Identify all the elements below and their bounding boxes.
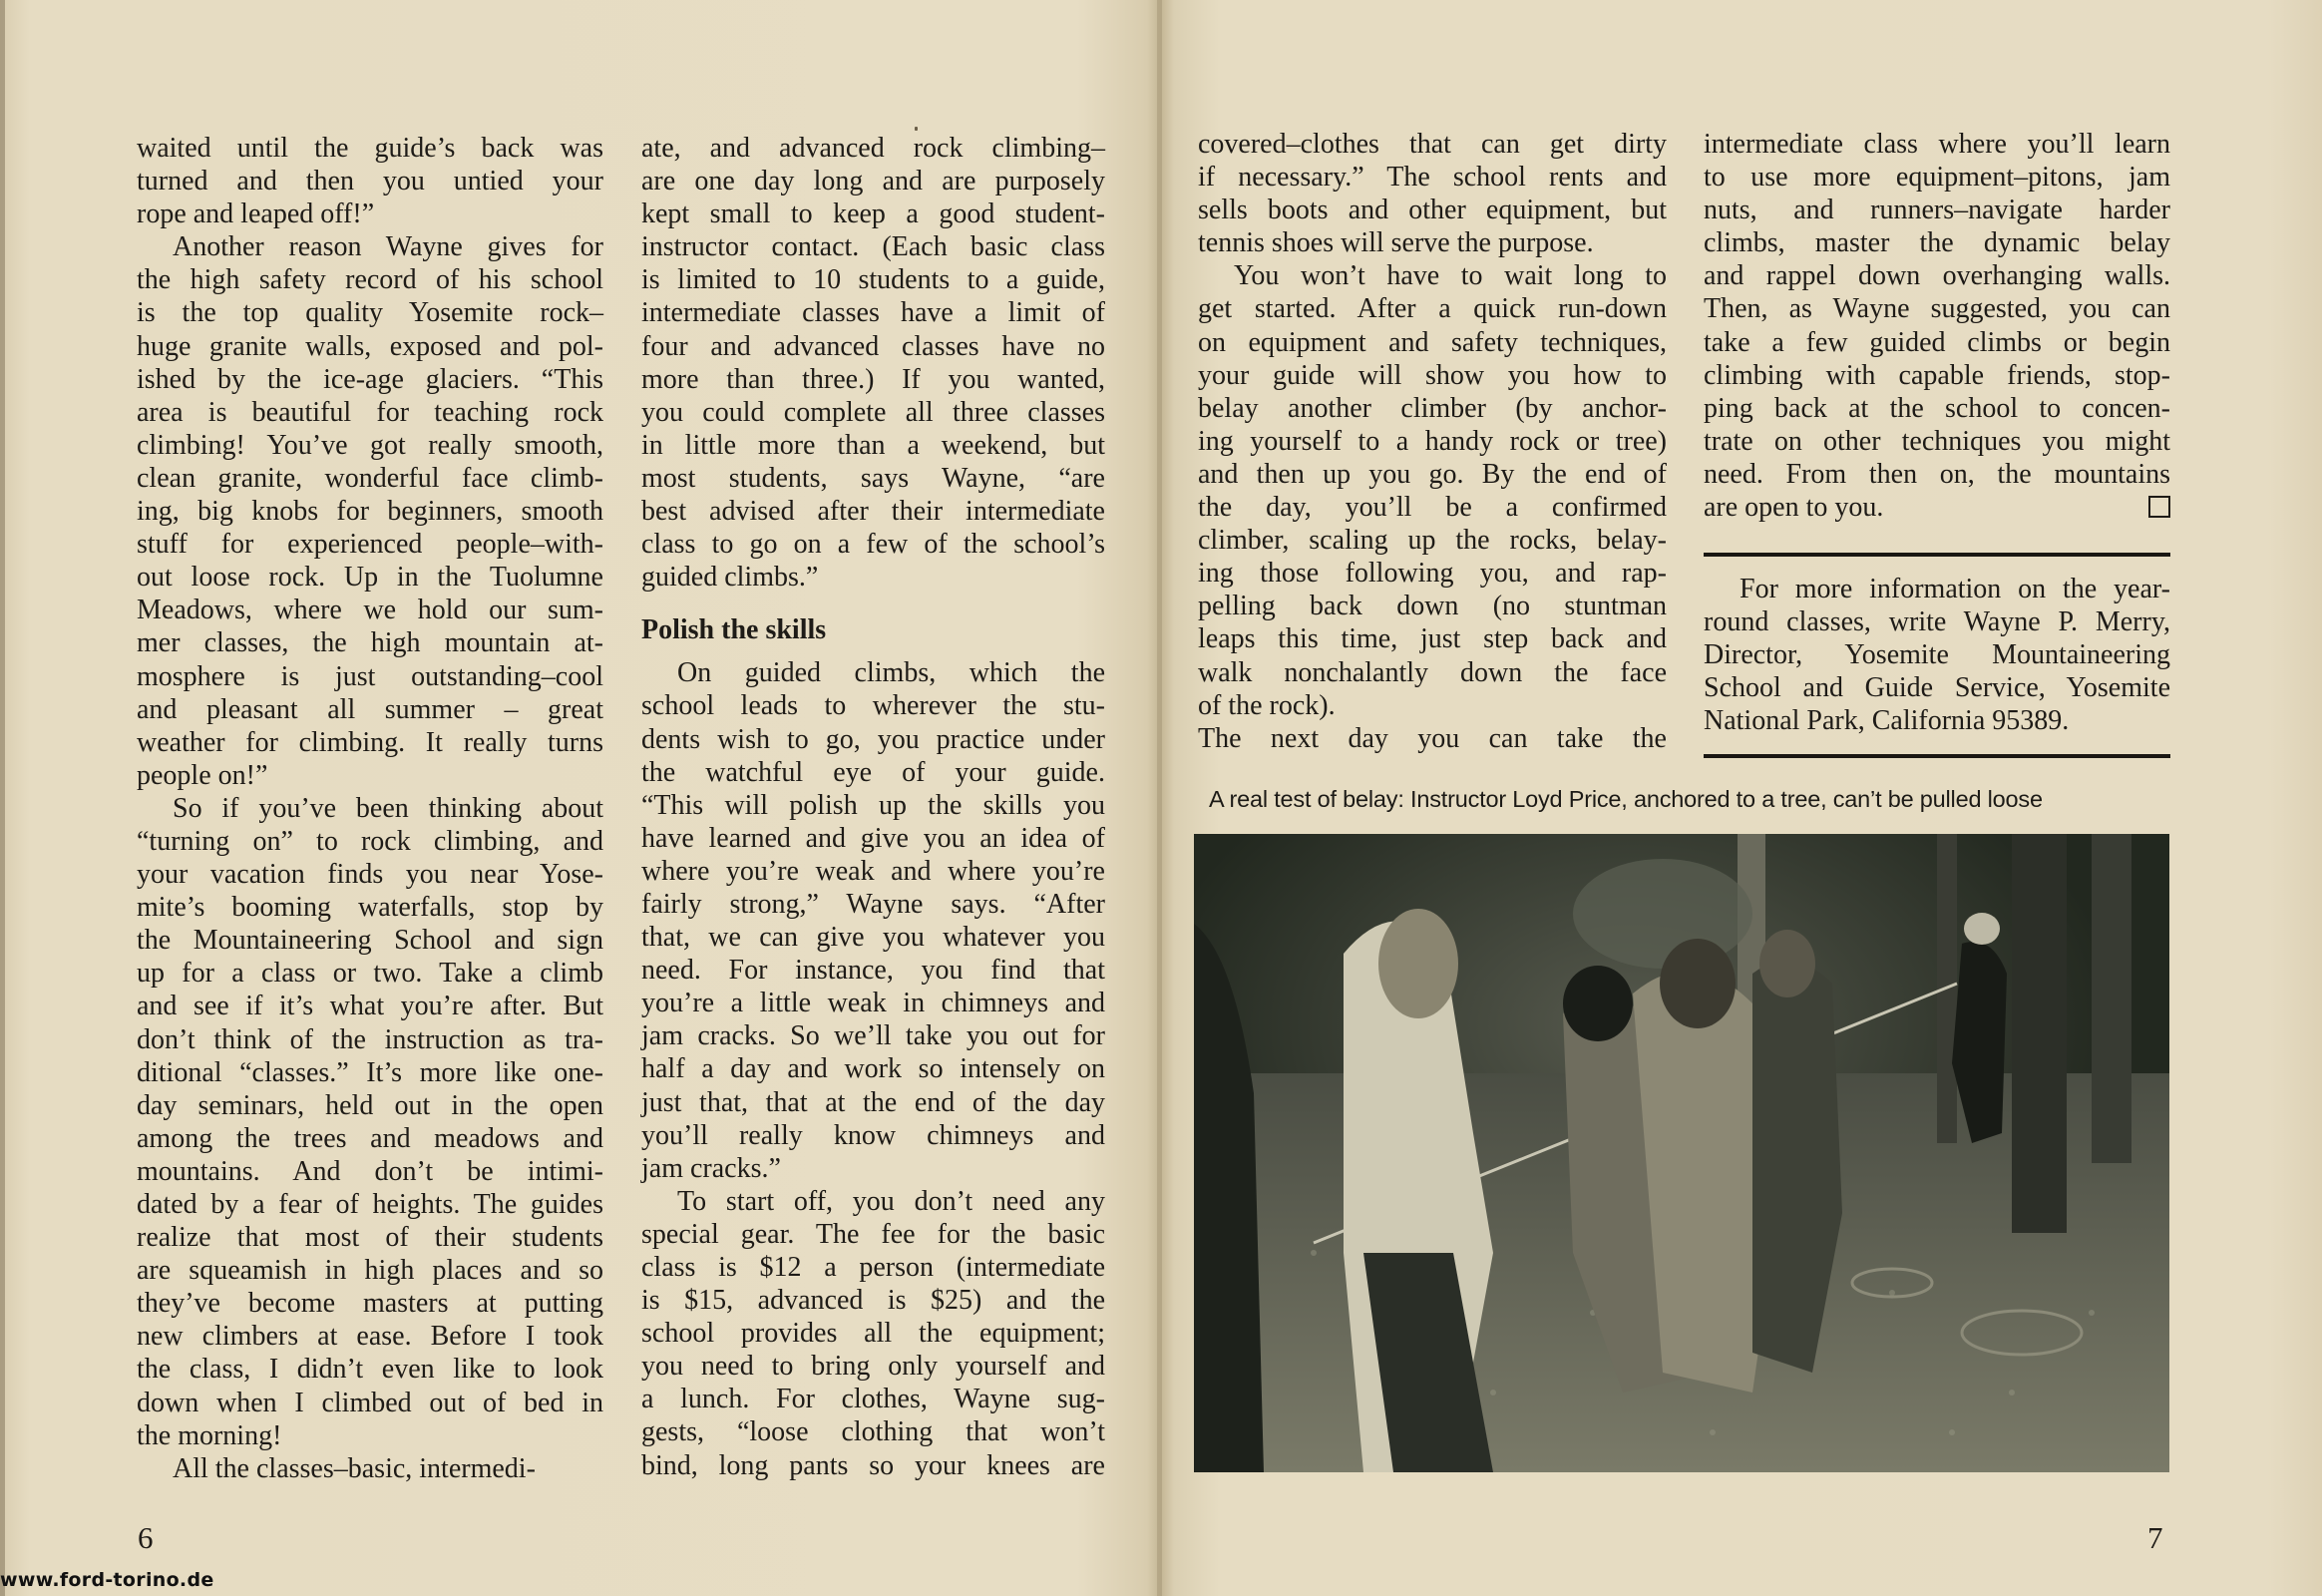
- text-line: climbs, master the dynamic belay: [1704, 227, 2170, 259]
- text-line: mite’s booming waterfalls, stop by: [137, 892, 603, 924]
- text-line: day seminars, held out in the open: [137, 1089, 603, 1121]
- text-line: intermediate classes have a limit of: [641, 297, 1105, 329]
- text-line: if necessary.” The school rents and: [1198, 162, 1667, 194]
- text-line: your guide will show you how to: [1198, 359, 1667, 391]
- text-line: intermediate class where you’ll learn: [1704, 129, 2170, 160]
- text-line: to use more equipment–pitons, jam: [1704, 162, 2170, 194]
- text-line: clean granite, wonderful face climb-: [137, 462, 603, 494]
- text-line: and pleasant all summer – great: [137, 693, 603, 725]
- text-line: that, we can give you whatever you: [641, 922, 1105, 954]
- article-column-2: [641, 132, 1105, 1482]
- text-line: realize that most of their students: [137, 1222, 603, 1254]
- text-line: The next day you can take the: [1198, 722, 1667, 754]
- text-line: of the rock).: [1198, 689, 1336, 721]
- text-line: You won’t have to wait long to: [1234, 260, 1667, 292]
- text-line: the class, I didn’t even like to look: [137, 1354, 603, 1386]
- text-line: weather for climbing. It really turns: [137, 726, 603, 758]
- text-line: Meadows, where we hold our sum-: [137, 595, 603, 626]
- text-line: among the trees and meadows and: [137, 1122, 603, 1154]
- text-line: mer classes, the high mountain at-: [137, 627, 603, 659]
- text-line: jam cracks.”: [641, 1152, 781, 1184]
- text-line: you’re a little weak in chimneys and: [641, 988, 1105, 1019]
- text-line: and rappel down overhanging walls.: [1704, 260, 2170, 292]
- text-line: stuff for experienced people–with-: [137, 529, 603, 561]
- text-line: turned and then you untied your: [137, 166, 603, 198]
- page-number-left: 6: [138, 1520, 154, 1555]
- text-line: huge granite walls, exposed and pol-: [137, 330, 603, 362]
- text-line: trate on other techniques you might: [1704, 425, 2170, 457]
- print-speck: [915, 127, 918, 131]
- text-line: round classes, write Wayne P. Merry,: [1704, 606, 2170, 638]
- text-line: ditional “classes.” It’s more like one-: [137, 1056, 603, 1088]
- text-line: class is $12 a person (intermediate: [641, 1252, 1105, 1283]
- text-line: dents wish to go, you practice under: [641, 723, 1105, 755]
- text-line: get started. After a quick run-down: [1198, 293, 1667, 325]
- divider-rule-top: [1704, 553, 2170, 557]
- text-line: jam cracks. So we’ll take you out for: [641, 1020, 1105, 1052]
- text-line: So if you’ve been thinking about: [173, 792, 603, 824]
- text-line: the day, you’ll be a confirmed: [1198, 492, 1667, 524]
- text-line: up for a class or two. Take a climb: [137, 958, 603, 990]
- text-line: guided climbs.”: [641, 562, 819, 594]
- text-line: “turning on” to rock climbing, and: [137, 825, 603, 857]
- text-line: special gear. The fee for the basic: [641, 1218, 1105, 1250]
- text-line: waited until the guide’s back was: [137, 133, 603, 164]
- text-line: climbing! You’ve got really smooth,: [137, 429, 603, 461]
- text-line: rope and leaped off!”: [137, 199, 375, 230]
- text-line: and see if it’s what you’re after. But: [137, 991, 603, 1022]
- text-line: the high safety record of his school: [137, 264, 603, 296]
- text-line: four and advanced classes have no: [641, 330, 1105, 362]
- text-line: you need to bring only yourself and: [641, 1351, 1105, 1383]
- text-line: down when I climbed out of bed in: [137, 1387, 603, 1418]
- text-line: school provides all the equipment;: [641, 1318, 1105, 1350]
- text-line: half a day and work so intensely on: [641, 1053, 1105, 1085]
- page-number-right: 7: [2147, 1520, 2163, 1555]
- text-line: have learned and give you an idea of: [641, 822, 1105, 854]
- end-of-article-icon: [2148, 496, 2170, 518]
- text-line: tennis shoes will serve the purpose.: [1198, 227, 1594, 259]
- photo-image: [1194, 834, 2169, 1472]
- book-gutter: [1157, 0, 1162, 1596]
- text-line: you could complete all three classes: [641, 396, 1105, 428]
- text-line: mountains. And don’t be intimi-: [137, 1155, 603, 1187]
- text-line: To start off, you don’t need any: [677, 1185, 1105, 1217]
- text-line: ing, big knobs for beginners, smooth: [137, 496, 603, 528]
- text-line: gests, “loose clothing that won’t: [641, 1416, 1105, 1448]
- text-line: is the top quality Yosemite rock–: [137, 297, 603, 329]
- text-line: don’t think of the instruction as tra-: [137, 1023, 603, 1055]
- text-line: kept small to keep a good student-: [641, 199, 1105, 230]
- text-line: pelling back down (no stuntman: [1198, 591, 1667, 622]
- text-line: climbing with capable friends, stop-: [1704, 359, 2170, 391]
- text-line: where you’re weak and where you’re: [641, 855, 1105, 887]
- photo-caption: A real test of belay: Instructor Loyd Price, anchored to a tree, can’t be pulled loose: [1209, 786, 2043, 812]
- text-line: “This will polish up the skills you: [641, 789, 1105, 821]
- text-line: and then up you go. By the end of: [1198, 458, 1667, 490]
- text-line: best advised after their intermediate: [641, 496, 1105, 528]
- text-line: Then, as Wayne suggested, you can: [1704, 293, 2170, 325]
- text-line: ping back at the school to concen-: [1704, 392, 2170, 424]
- text-line: you’ll really know chimneys and: [641, 1119, 1105, 1151]
- text-line: fairly strong,” Wayne says. “After: [641, 888, 1105, 920]
- text-line: ing those following you, and rap-: [1198, 558, 1667, 590]
- watermark: www.ford-torino.de: [0, 1569, 214, 1591]
- text-line: climber, scaling up the rocks, belay-: [1198, 525, 1667, 557]
- text-line: belay another climber (by anchor-: [1198, 392, 1667, 424]
- text-line: they’ve become masters at putting: [137, 1288, 603, 1320]
- text-line: in little more than a weekend, but: [641, 429, 1105, 461]
- info-box: [1704, 573, 2170, 737]
- text-line: ished by the ice-age glaciers. “This: [137, 363, 603, 395]
- article-column-4: [1704, 128, 2170, 524]
- text-line: school leads to wherever the stu-: [641, 690, 1105, 722]
- text-line: School and Guide Service, Yosemite: [1704, 672, 2170, 704]
- page-edge-shadow: [0, 0, 5, 1596]
- text-line: sells boots and other equipment, but: [1198, 195, 1667, 226]
- text-line: need. For instance, you find that: [641, 955, 1105, 987]
- text-line: out loose rock. Up in the Tuolumne: [137, 562, 603, 594]
- text-line: mosphere is just outstanding–cool: [137, 660, 603, 692]
- text-line: All the classes–basic, intermedi-: [173, 1452, 536, 1484]
- text-line: people on!”: [137, 759, 268, 791]
- text-line: are one day long and are purposely: [641, 166, 1105, 198]
- text-line: ate, and advanced rock climbing–: [641, 133, 1105, 164]
- text-line: National Park, California 95389.: [1704, 705, 2070, 737]
- text-line: area is beautiful for teaching rock: [137, 396, 603, 428]
- text-line: dated by a fear of heights. The guides: [137, 1189, 603, 1220]
- text-line: the Mountaineering School and sign: [137, 925, 603, 957]
- article-column-3: [1198, 128, 1667, 755]
- text-line: covered–clothes that can get dirty: [1198, 129, 1667, 160]
- text-line: Another reason Wayne gives for: [173, 231, 603, 263]
- text-line: most students, says Wayne, “are: [641, 462, 1105, 494]
- text-line: a lunch. For clothes, Wayne sug-: [641, 1384, 1105, 1415]
- text-line: is limited to 10 students to a guide,: [641, 264, 1105, 296]
- text-line: just that, that at the end of the day: [641, 1086, 1105, 1118]
- photo-belay-test: [1194, 834, 2169, 1472]
- text-line: are squeamish in high places and so: [137, 1255, 603, 1287]
- divider-rule-bottom: [1704, 754, 2170, 758]
- text-line: is $15, advanced is $25) and the: [641, 1285, 1105, 1317]
- text-line: the morning!: [137, 1419, 282, 1451]
- text-line: are open to you.: [1704, 491, 2170, 524]
- text-line: class to go on a few of the school’s: [641, 529, 1105, 561]
- text-line: nuts, and runners–navigate harder: [1704, 195, 2170, 226]
- text-line: the watchful eye of your guide.: [641, 756, 1105, 788]
- text-line: your vacation finds you near Yose-: [137, 859, 603, 891]
- text-line: leaps this time, just step back and: [1198, 623, 1667, 655]
- text-line: new climbers at ease. Before I took: [137, 1321, 603, 1353]
- text-line: On guided climbs, which the: [677, 657, 1105, 689]
- text-line: ing yourself to a handy rock or tree): [1198, 425, 1667, 457]
- text-line: Director, Yosemite Mountaineering: [1704, 639, 2170, 671]
- text-line: on equipment and safety techniques,: [1198, 326, 1667, 358]
- section-subheading: Polish the skills: [641, 614, 827, 646]
- text-line: take a few guided climbs or begin: [1704, 326, 2170, 358]
- article-column-1: [137, 132, 603, 1485]
- text-line: instructor contact. (Each basic class: [641, 231, 1105, 263]
- text-line: For more information on the year-: [1740, 574, 2170, 604]
- text-line: walk nonchalantly down the face: [1198, 656, 1667, 688]
- text-line: more than three.) If you wanted,: [641, 363, 1105, 395]
- text-line: need. From then on, the mountains: [1704, 458, 2170, 490]
- text-line: bind, long pants so your knees are: [641, 1449, 1105, 1481]
